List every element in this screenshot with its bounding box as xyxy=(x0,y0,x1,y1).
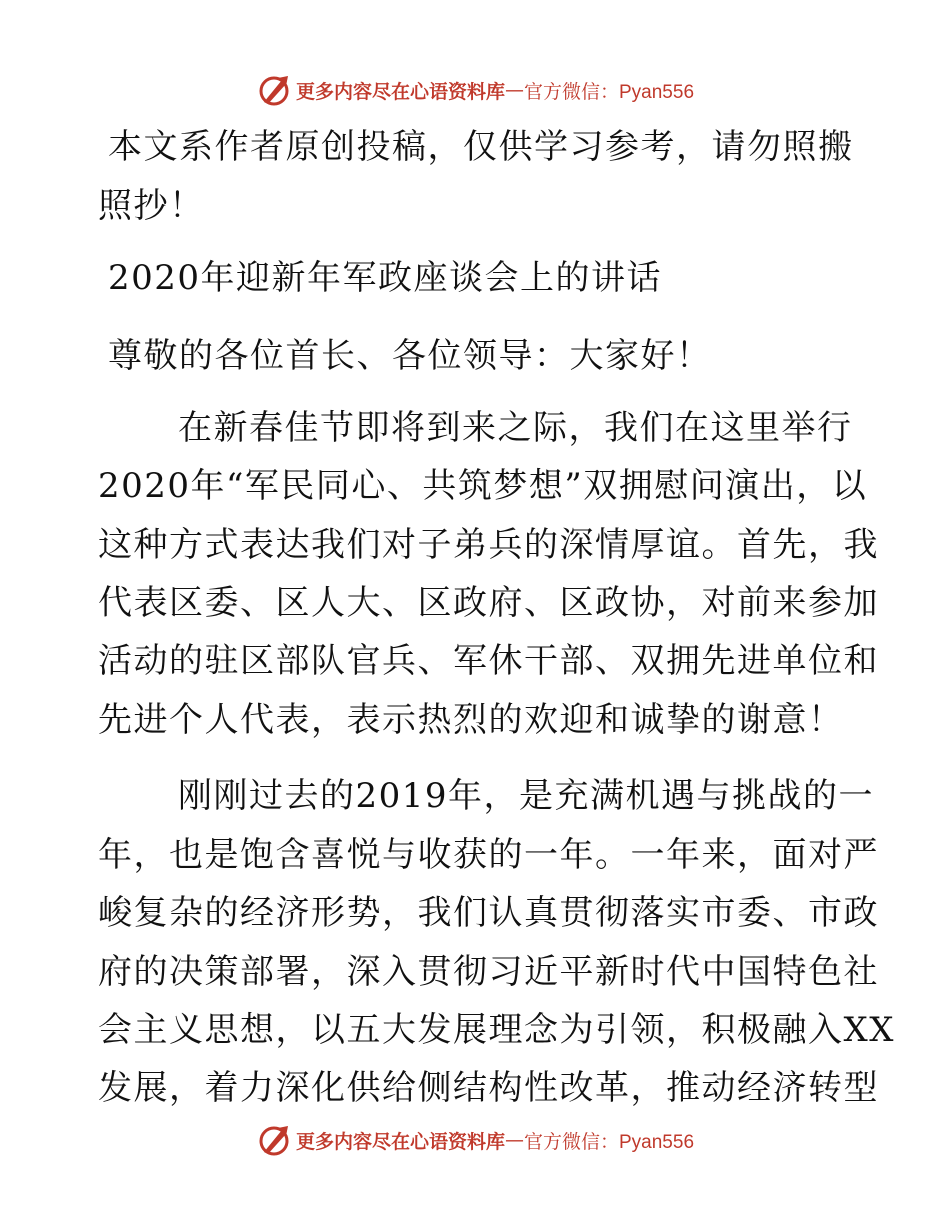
notice-line-2: 照抄！ xyxy=(98,186,205,226)
banner-separator: — xyxy=(505,1129,524,1151)
banner-site-name: 更多内容尽在心语资料库 xyxy=(295,1130,505,1153)
document-title: 2020年迎新年军政座谈会上的讲话 xyxy=(108,258,663,298)
paragraph-2-line-6: 发展，着力深化供给侧结构性改革，推动经济转型 xyxy=(98,1068,879,1108)
quill-logo-icon xyxy=(256,72,292,108)
paragraph-2-line-4: 府的决策部署，深入贯彻习近平新时代中国特色社 xyxy=(98,952,879,992)
paragraph-1-line-5: 活动的驻区部队官兵、军休干部、双拥先进单位和 xyxy=(98,641,879,681)
header-watermark-banner xyxy=(0,70,950,110)
paragraph-2-line-3: 峻复杂的经济形势，我们认真贯彻落实市委、市政 xyxy=(98,893,879,933)
paragraph-1-line-6: 先进个人代表，表示热烈的欢迎和诚挚的谢意！ xyxy=(98,700,844,740)
paragraph-2-line-1: 刚刚过去的2019年，是充满机遇与挑战的一 xyxy=(178,776,875,816)
banner-separator: — xyxy=(505,79,524,101)
paragraph-2-line-5: 会主义思想，以五大发展理念为引领，积极融入XX xyxy=(98,1010,895,1050)
salutation: 尊敬的各位首长、各位领导：大家好！ xyxy=(108,336,712,376)
paragraph-1-line-4: 代表区委、区人大、区政府、区政协，对前来参加 xyxy=(98,583,879,623)
notice-line-1: 本文系作者原创投稿，仅供学习参考，请勿照搬 xyxy=(108,127,854,167)
banner-wechat-id: 官方微信：Pyan556 xyxy=(524,1131,695,1153)
paragraph-1-line-1: 在新春佳节即将到来之际，我们在这里举行 xyxy=(178,408,853,448)
paragraph-1-line-2: 2020年“军民同心、共筑梦想”双拥慰问演出，以 xyxy=(98,466,868,506)
paragraph-2-line-2: 年，也是饱含喜悦与收获的一年。一年来，面对严 xyxy=(98,835,879,875)
banner-wechat-id: 官方微信：Pyan556 xyxy=(524,81,695,103)
banner-site-name: 更多内容尽在心语资料库 xyxy=(295,80,505,103)
footer-watermark-banner xyxy=(0,1120,950,1160)
paragraph-1-line-3: 这种方式表达我们对子弟兵的深情厚谊。首先，我 xyxy=(98,525,879,565)
quill-logo-icon xyxy=(256,1122,292,1158)
